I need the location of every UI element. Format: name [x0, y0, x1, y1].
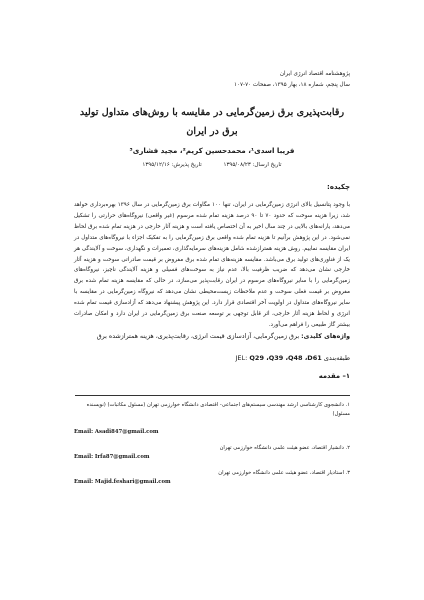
- jel-classification: [74, 354, 350, 362]
- accepted-date: تاریخ پذیرش: ۱۳۹۵/۱۲/۱۶: [142, 162, 202, 168]
- keywords: [74, 331, 350, 342]
- jel-codes: Q29 ،Q39 ،Q48 ،D61: [249, 354, 322, 362]
- footnote-divider: [75, 395, 350, 396]
- article-title: [50, 103, 374, 141]
- title-line-2: برق در ایران: [186, 126, 238, 137]
- article-authors: فریبا اسدی¹، محمدحسین کریم²، مجید فشاری³: [129, 146, 295, 155]
- footnote-1-email: Email: Asadi847@gmail.com: [74, 429, 159, 435]
- footnote-2-text: ۲. دانشیار اقتصاد، عضو هیئت علمی دانشگاه خوارزمی تهران: [219, 445, 350, 451]
- journal-issue: سال پنجم، شماره ۱۸، بهار ۱۳۹۵، صفحات ۷۰-۱۰۷: [234, 82, 350, 88]
- footnote-3-text: ۳. استادیار اقتصاد، عضو هیئت علمی دانشگاه خوارزمی تهران: [218, 470, 350, 476]
- section-heading-introduction: ۱– مقدمه: [318, 372, 350, 380]
- received-date: تاریخ ارسال: ۱۳۹۵/۰۸/۲۳: [223, 162, 282, 168]
- abstract-heading: چکیده:: [327, 183, 350, 191]
- jel-label: طبقه‌بندی JEL:: [235, 354, 350, 362]
- footnote-2-email: Email: Irfa87@gmail.com: [74, 454, 150, 460]
- footnote-1-spacer: [74, 419, 350, 428]
- journal-header: [70, 69, 350, 91]
- journal-name: پژوهشنامه اقتصاد انرژی ایران: [279, 71, 350, 77]
- footnote-1-text: ۱. دانشجوی کارشناسی ارشد مهندسی سیستم‌های اجتماعی- اقتصادی دانشگاه خوارزمی تهران (مسئول مکاتبات) (نویسنده مسئول): [86, 402, 350, 417]
- article-dates: [50, 162, 374, 168]
- abstract-body: با وجود پتانسیل بالای انرژی زمین‌گرمایی در ایران، تنها ۱۰۰ مگاوات برق زمین‌گرمایی در سال ۱۳۹۶ بهره‌برداری خواهد شد، زیرا هزینه سوخت که حدود ۷۰ تا ۹۰ درصد هزینه تمام شده مرسوم (غیر واقعی) نیروگاه‌های حرارتی را تشکیل می‌دهد، یارانه‌های بالایی در چند سال اخیر به آن اختصاص یافته است و هزینه آثار خارجی در هزینه تمام شده برق لحاظ نمی‌شود. در این پژوهش برآنیم تا هزینه تمام شده واقعی برق زمین‌گرمایی را به تفکیک اجزاء با نیروگاه‌های متداول در ایران مقایسه نماییم. روش هزینه همترازشده شامل هزینه‌های سرمایه‌گذاری، تعمیرات و نگهداری، سوخت و آلایندگی هر یک از فناوری‌های تولید برق می‌باشد. مقایسه هزینه‌های تمام شده برق مفروض بر قیمت صادراتی سوخت و هزینه آثار خارجی نشان می‌دهد که ضریب ظرفیت بالا، عدم نیاز به سوخت‌های فسیلی و هزینه آلایندگی ناچیز، نیروگاه‌های زمین‌گرمایی را با سایر نیروگاه‌های مرسوم در ایران رقابت‌پذیر می‌سازد، در حالی که مقایسه هزینه تمام شده برق مفروض بر قیمت فعلی سوخت و عدم ملاحظات زیست‌محیطی نشان می‌دهد که نیروگاه زمین‌گرمایی در مقایسه با سایر نیروگاه‌های متداول در اولویت آخر اقتصادی قرار دارد. این پژوهش پیشنهاد می‌دهد که آزادسازی قیمت تمام شده انرژی و لحاظ هزینه آثار خارجی، اثر قابل توجهی بر توسعه صنعت برق زمین‌گرمایی در ایران دارد و امکان صادرات بیشتر گاز طبیعی را فراهم می‌آورد.: [74, 202, 350, 328]
- keywords-text: برق زمین‌گرمایی، آزادسازی قیمت انرژی، رقابت‌پذیری، هزینه همترازشده برق: [96, 333, 300, 340]
- title-line-1: رقابت‌پذیری برق زمین‌گرمایی در مقایسه با روش‌های متداول تولید: [79, 107, 345, 118]
- footnotes: [74, 401, 350, 494]
- keywords-label: واژه‌های کلیدی:: [301, 333, 350, 340]
- footnote-3-email: Email: Majid.feshari@gmail.com: [74, 479, 171, 485]
